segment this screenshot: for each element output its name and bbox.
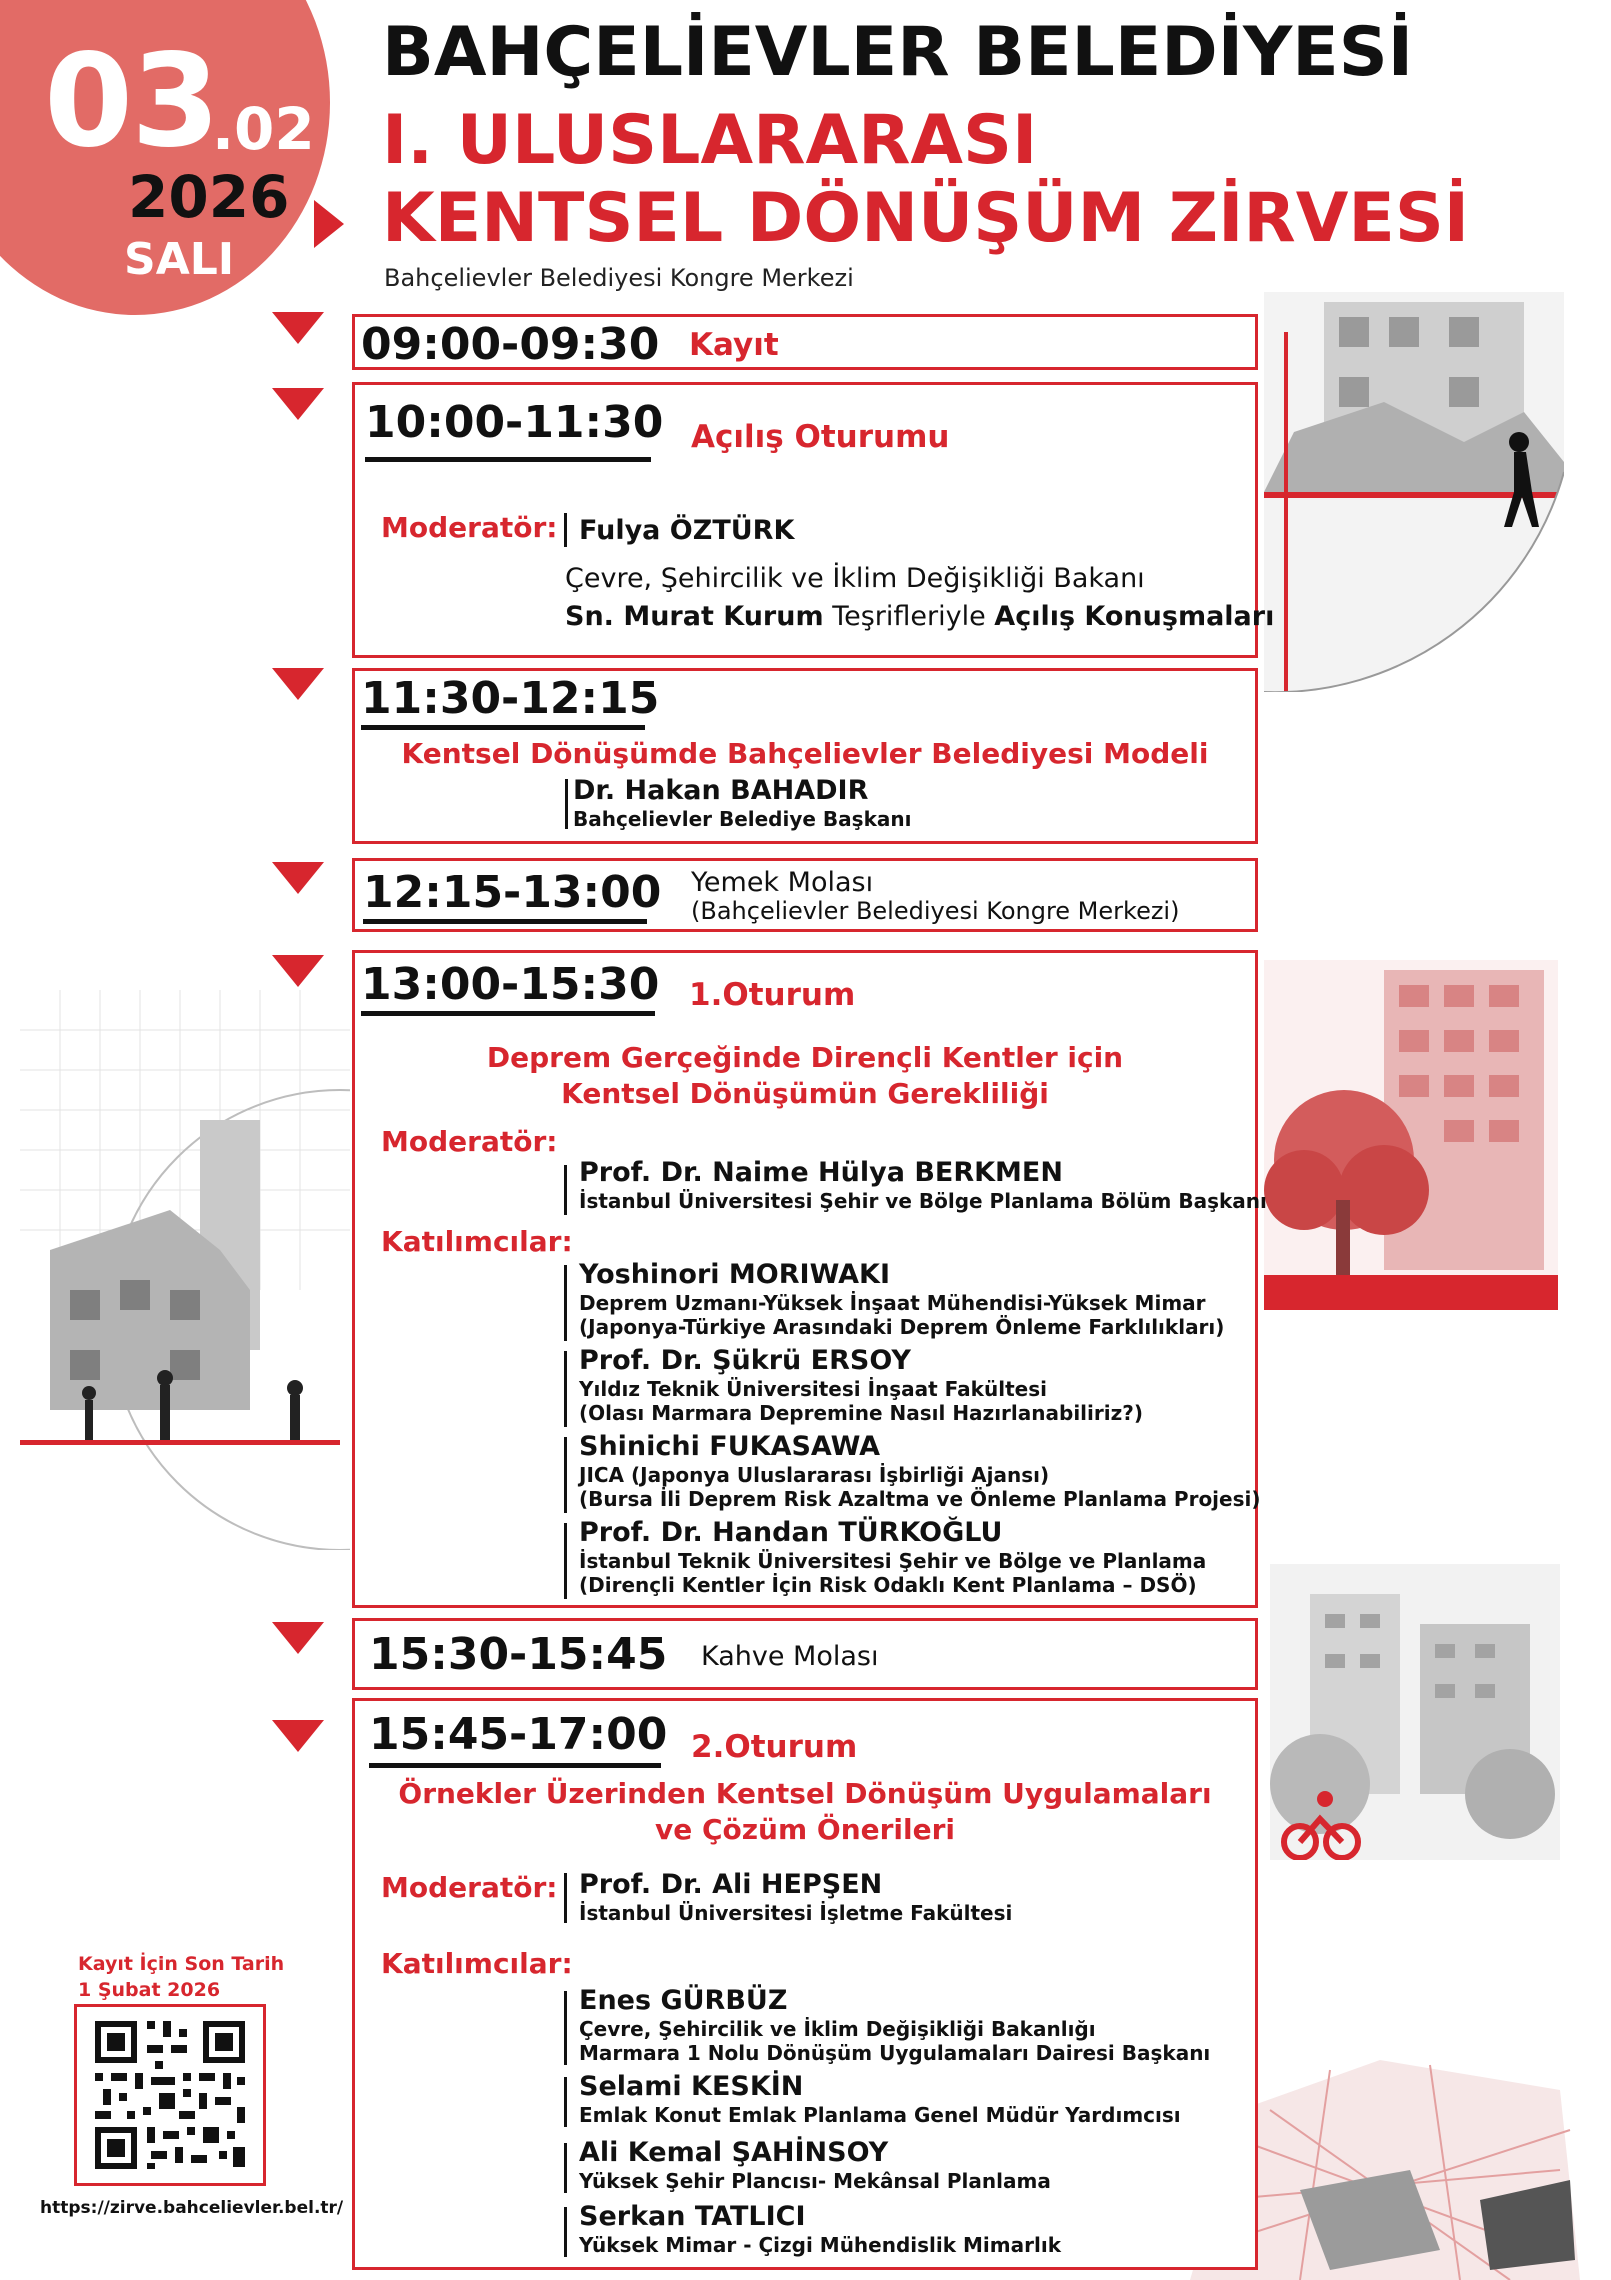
event-month: .02 [212,95,315,163]
participant-title: Yıldız Teknik Üniversitesi İnşaat Fakültesi [579,1377,1047,1401]
session-label: Açılış Oturumu [691,419,950,455]
divider-bar [564,1437,567,1513]
session-place: (Bahçelievler Belediyesi Kongre Merkezi) [691,897,1180,925]
registration-deadline-date: 1 Şubat 2026 [78,1978,221,2001]
moderator-label: Moderatör: [381,511,558,544]
divider-bar [565,779,568,829]
timeline-arrow-icon [272,668,324,700]
divider-bar [564,2143,567,2193]
participant-topic: (Dirençli Kentler İçin Risk Odaklı Kent Planlama – DSÖ) [579,1573,1197,1597]
participant-name: Prof. Dr. Şükrü ERSOY [579,1345,911,1376]
timeline-arrow-icon [272,862,324,894]
participant-name: Selami KESKİN [579,2071,804,2102]
moderator-label: Moderatör: [381,1125,558,1158]
participant-name: Ali Kemal ŞAHİNSOY [579,2137,889,2168]
participant-title-line2: Marmara 1 Nolu Dönüşüm Uygulamaları Dairesi Başkanı [579,2041,1211,2065]
session-label: 1.Oturum [689,977,856,1013]
organizer-title: BAHÇELİEVLER BELEDİYESİ [382,13,1414,92]
speaker-name: Dr. Hakan BAHADIR [573,775,869,806]
session-coffee [352,1618,1258,1690]
opening-speech-bold: Açılış Konuşmaları [994,601,1275,632]
qr-code[interactable] [74,2004,266,2186]
divider-bar [564,2077,567,2127]
participant-title: Çevre, Şehircilik ve İklim Değişikliği Bakanlığı [579,2017,1096,2041]
title-arrow-icon [314,200,344,248]
event-title-line2: KENTSEL DÖNÜŞÜM ZİRVESİ [382,179,1470,258]
participants-label: Katılımcılar: [381,1225,573,1258]
moderator-title: İstanbul Üniversitesi İşletme Fakültesi [579,1901,1013,1925]
participant-topic: (Bursa İli Deprem Risk Azaltma ve Önleme Planlama Projesi) [579,1487,1261,1511]
moderator-label: Moderatör: [381,1871,558,1904]
session-time: 15:45-17:00 [369,1709,668,1760]
session-label: Kahve Molası [701,1641,879,1672]
timeline-arrow-icon [272,388,324,420]
participant-title: Emlak Konut Emlak Planlama Genel Müdür Yardımcısı [579,2103,1181,2127]
participant-name: Shinichi FUKASAWA [579,1431,881,1462]
event-day: 03 [44,27,219,176]
time-underline [369,1763,661,1768]
event-title-line1: I. ULUSLARARASI [382,101,1038,180]
session-topic-line2: Kentsel Dönüşümün Gerekliliği [561,1077,1049,1110]
participant-title: İstanbul Teknik Üniversitesi Şehir ve Bölge ve Planlama [579,1549,1207,1573]
moderator-name: Prof. Dr. Naime Hülya BERKMEN [579,1157,1063,1188]
modern-city-illustration [1270,1564,1560,1860]
session-topic: Kentsel Dönüşümde Bahçelievler Belediyesi Modeli [401,737,1209,770]
time-underline [363,919,647,924]
session-label: Yemek Molası [691,867,874,898]
session-time: 13:00-15:30 [361,959,660,1010]
session-time: 09:00-09:30 [361,319,660,370]
time-underline [361,1011,655,1016]
moderator-name: Prof. Dr. Ali HEPŞEN [579,1869,883,1900]
divider-bar [564,1523,567,1599]
registration-deadline-label: Kayıt İçin Son Tarih [78,1953,285,1975]
divider-bar [564,1991,567,2065]
participant-topic: (Japonya-Türkiye Arasındaki Deprem Önleme Farklılıkları) [579,1315,1225,1339]
qr-code-icon [77,2007,263,2183]
timeline-arrow-icon [272,1622,324,1654]
session-label: 2.Oturum [691,1729,858,1765]
timeline-arrow-icon [272,312,324,344]
session-topic-line2: ve Çözüm Önerileri [654,1813,956,1846]
moderator-name: Fulya ÖZTÜRK [579,515,795,546]
divider-bar [564,1873,567,1923]
speaker-title: Bahçelievler Belediye Başkanı [573,807,912,831]
timeline-arrow-icon [272,1720,324,1752]
session-time: 15:30-15:45 [369,1629,668,1680]
timeline-arrow-icon [272,955,324,987]
session-time: 12:15-13:00 [363,867,662,918]
divider-bar [564,1165,567,1215]
divider-bar [564,1265,567,1341]
event-weekday: SALI [124,234,235,285]
registration-deadline [78,1952,308,2003]
session-panel-2 [352,1698,1258,2270]
participant-title: Yüksek Mimar - Çizgi Mühendislik Mimarlık [579,2233,1061,2257]
session-model [352,668,1258,844]
divider-bar [564,513,567,547]
participant-title: JICA (Japonya Uluslararası İşbirliği Ajansı) [579,1463,1050,1487]
time-underline [365,457,651,462]
participant-title: Deprem Uzmanı-Yüksek İnşaat Mühendisi-Yüksek Mimar [579,1291,1206,1315]
participant-name: Prof. Dr. Handan TÜRKOĞLU [579,1517,1003,1548]
session-label: Kayıt [689,327,779,363]
session-registration [352,314,1258,370]
participant-name: Serkan TATLICI [579,2201,806,2232]
time-underline [361,725,645,730]
opening-speech-text: Teşrifleriyle [832,601,986,632]
divider-bar [564,2207,567,2257]
urban-greenery-illustration [1264,960,1558,1310]
session-topic-line1: Örnekler Üzerinden Kentsel Dönüşüm Uygulamaları [398,1777,1212,1810]
participant-topic: (Olası Marmara Depremine Nasıl Hazırlanabiliriz?) [579,1401,1143,1425]
session-topic-line1: Deprem Gerçeğinde Dirençli Kentler için [486,1041,1124,1074]
divider-bar [564,1351,567,1427]
session-time: 10:00-11:30 [365,397,664,448]
event-venue: Bahçelievler Belediyesi Kongre Merkezi [384,264,854,292]
session-opening [352,382,1275,658]
moderator-title: İstanbul Üniversitesi Şehir ve Bölge Planlama Bölüm Başkanı [579,1189,1267,1213]
participant-name: Enes GÜRBÜZ [579,1985,788,2016]
participants-label: Katılımcılar: [381,1947,573,1980]
demolished-building-illustration [20,990,350,1550]
participant-title: Yüksek Şehir Plancısı- Mekânsal Planlama [579,2169,1051,2193]
collapsed-building-illustration-top [1264,292,1564,692]
registration-url[interactable]: https://zirve.bahcelievler.bel.tr/ [40,2198,344,2218]
session-panel-1 [352,950,1267,1608]
participant-name: Yoshinori MORIWAKI [579,1259,891,1290]
session-lunch [352,858,1258,932]
opening-speech-line [565,601,1274,632]
event-year: 2026 [128,163,290,231]
session-time: 11:30-12:15 [361,673,660,724]
minister-title: Çevre, Şehircilik ve İklim Değişikliği Bakanı [565,563,1145,594]
minister-name: Sn. Murat Kurum [565,601,824,632]
